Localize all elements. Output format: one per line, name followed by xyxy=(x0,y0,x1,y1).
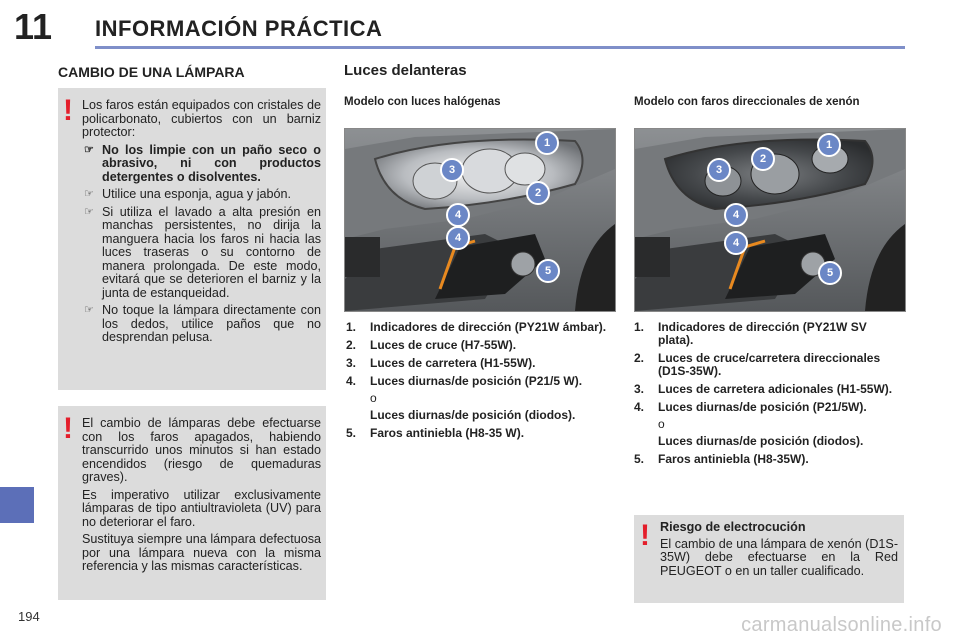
page-number: 194 xyxy=(18,609,40,624)
warning-exclamation-icon: ! xyxy=(640,519,650,552)
list-item: 4. Luces diurnas/de posición (P21/5 W). o Luces diurnas/de posición (diodos). xyxy=(346,374,583,422)
bullet-item: ☞ No toque la lámpara directamente con los dedos, utilice paños que no desprendan pelusa. xyxy=(84,303,321,344)
warning-intro: Los faros están equipados con cristales de policarbonato, cubiertos con un barniz protector: xyxy=(82,98,321,139)
chapter-side-tab xyxy=(0,487,34,523)
callout-badge: 4 xyxy=(724,203,748,227)
warning-box-electrocution xyxy=(634,515,904,603)
callout-badge: 1 xyxy=(817,133,841,157)
list-item: 3. Luces de carretera adicionales (H1-55W). xyxy=(634,382,893,396)
header-rule xyxy=(95,46,905,49)
halogen-model-title: Modelo con luces halógenas xyxy=(344,96,501,108)
list-item: 1. Indicadores de dirección (PY21W ámbar). xyxy=(346,320,607,334)
pointing-hand-icon: ☞ xyxy=(84,143,94,156)
chapter-number: 11 xyxy=(14,6,53,47)
list-item: 4. Luces diurnas/de posición (P21/5W). o Luces diurnas/de posición (diodos). xyxy=(634,400,867,448)
callout-badge: 2 xyxy=(751,147,775,171)
list-item: 1. Indicadores de dirección (PY21W SV plata). xyxy=(634,320,867,347)
callout-badge: 3 xyxy=(440,158,464,182)
bullet-item: ☞ Utilice una esponja, agua y jabón. xyxy=(84,187,292,201)
bullet-item: ☞ No los limpie con un paño seco o abrasivo, ni con productos detergentes o disolventes. xyxy=(84,142,321,184)
list-item: 3. Luces de carretera (H1-55W). xyxy=(346,356,536,370)
front-lights-title: Luces delanteras xyxy=(344,62,467,79)
callout-badge: 4 xyxy=(724,231,748,255)
watermark: carmanualsonline.info xyxy=(741,614,942,636)
warning-exclamation-icon: ! xyxy=(63,412,73,445)
pointing-hand-icon: ☞ xyxy=(84,205,94,218)
bullet-item: ☞ Si utiliza el lavado a alta presión en manchas persistentes, no dirija la manguera hacia los faros ni hacia las luces traseras o su contorno de manera prolongada. De este modo, evitará que se deterioren el barniz y la junta de estanqueidad. xyxy=(84,204,321,300)
callout-badge: 4 xyxy=(446,203,470,227)
pointing-hand-icon: ☞ xyxy=(84,304,94,316)
warning-exclamation-icon: ! xyxy=(63,94,73,127)
list-item: 5. Faros antiniebla (H8-35 W). xyxy=(346,426,525,440)
callout-badge: 2 xyxy=(526,181,550,205)
chapter-title: INFORMACIÓN PRÁCTICA xyxy=(95,16,383,41)
list-item: 2. Luces de cruce/carretera direccionales (D1S-35W). xyxy=(634,351,881,378)
xenon-bulb-list xyxy=(634,321,904,471)
warning-paragraph: El cambio de lámparas debe efectuarse con los faros apagados, habiendo transcurrido unos minutos si han estado encendidos (riesgo de quemaduras graves). xyxy=(82,416,321,484)
warning-paragraph: Es imperativo utilizar exclusivamente lámparas de tipo antiultravioleta (UV) para no deteriorar el faro. xyxy=(82,487,321,529)
callout-badge: 1 xyxy=(535,131,559,155)
callout-badge: 4 xyxy=(446,226,470,250)
halogen-bulb-list xyxy=(346,321,616,445)
warning-paragraph: Sustituya siempre una lámpara defectuosa por una lámpara nueva con la misma referencia y las mismas características. xyxy=(82,532,321,573)
callout-badge: 3 xyxy=(707,158,731,182)
list-item: 5. Faros antiniebla (H8-35W). xyxy=(634,452,809,466)
warning-box-cleaning xyxy=(58,88,326,390)
headlight-drawing xyxy=(345,129,615,311)
callout-badge: 5 xyxy=(536,259,560,283)
warning-box-replacement xyxy=(58,406,326,600)
list-item: 2. Luces de cruce (H7-55W). xyxy=(346,338,517,352)
pointing-hand-icon: ☞ xyxy=(84,188,94,200)
callout-badge: 5 xyxy=(818,261,842,285)
warning-text: El cambio de una lámpara de xenón (D1S-35W) debe efectuarse en la Red PEUGEOT o en un taller cualificado. xyxy=(660,536,899,578)
warning-title: Riesgo de electrocución xyxy=(660,520,806,534)
xenon-model-title: Modelo con faros direccionales de xenón xyxy=(634,96,860,108)
halogen-headlight-illustration xyxy=(344,128,616,312)
section-title: CAMBIO DE UNA LÁMPARA xyxy=(58,64,245,80)
